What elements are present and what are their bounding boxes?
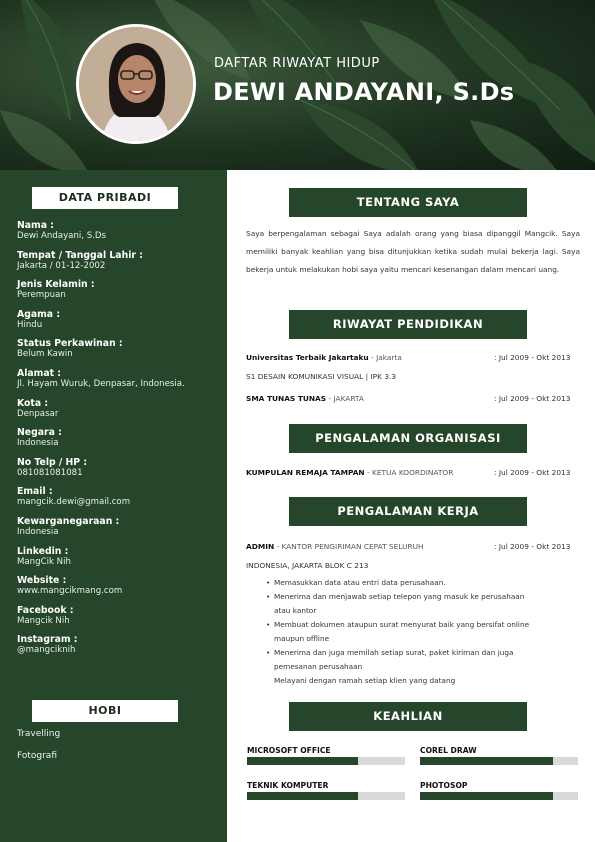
skill-name: COREL DRAW bbox=[420, 746, 477, 755]
person-name: DEWI ANDAYANI, S.Ds bbox=[213, 78, 515, 106]
personal-item bbox=[17, 398, 222, 428]
personal-value: Belum Kawin bbox=[17, 349, 73, 360]
duty-item-continued: maupun offline bbox=[274, 634, 330, 643]
work-location: INDONESIA, JAKARTA BLOK C 213 bbox=[246, 561, 369, 570]
education-detail: S1 DESAIN KOMUNIKASI VISUAL | IPK 3.3 bbox=[246, 372, 397, 381]
duty-item-continued: atau kantor bbox=[274, 606, 317, 615]
education-entry bbox=[246, 353, 580, 362]
personal-item bbox=[17, 546, 222, 576]
personal-item bbox=[17, 575, 222, 605]
education-date: : Jul 2009 - Okt 2013 bbox=[494, 353, 571, 362]
personal-label: Tempat / Tanggal Lahir : bbox=[17, 249, 143, 261]
personal-label: Jenis Kelamin : bbox=[17, 279, 95, 291]
personal-value: Perempuan bbox=[17, 290, 66, 301]
duty-item-continued: Melayani dengan ramah setiap klien yang datang bbox=[274, 676, 456, 685]
work-entry bbox=[246, 542, 580, 551]
personal-item bbox=[17, 279, 222, 309]
skill-bar bbox=[247, 792, 405, 800]
school-place: - Jakarta bbox=[368, 353, 402, 362]
personal-label: Instagram : bbox=[17, 634, 78, 646]
personal-label: Email : bbox=[17, 486, 53, 498]
education-date: : Jul 2009 - Okt 2013 bbox=[494, 394, 571, 403]
hobby-list bbox=[17, 729, 60, 773]
personal-item bbox=[17, 605, 222, 635]
personal-value: Hindu bbox=[17, 319, 43, 330]
personal-label: No Telp / HP : bbox=[17, 456, 88, 468]
personal-value: 081081081081 bbox=[17, 467, 83, 478]
work-heading: PENGALAMAN KERJA bbox=[289, 497, 527, 526]
skills-heading: KEAHLIAN bbox=[289, 702, 527, 731]
school-place: - JAKARTA bbox=[326, 394, 364, 403]
personal-item bbox=[17, 309, 222, 339]
organization-heading: PENGALAMAN ORGANISASI bbox=[289, 424, 527, 453]
duty-item: • Menerima dan juga memilah setiap surat, paket kiriman dan juga bbox=[266, 646, 566, 660]
personal-value: www.mangcikmang.com bbox=[17, 586, 123, 597]
personal-label: Kota : bbox=[17, 397, 49, 409]
duty-item: • Membuat dokumen ataupun surat menyurat baik yang bersifat online bbox=[266, 618, 566, 632]
work-duties bbox=[266, 576, 566, 688]
duty-item: • Menerima dan menjawab setiap telepon yang masuk ke perusahaan bbox=[266, 590, 566, 604]
skill-name: MICROSOFT OFFICE bbox=[247, 746, 331, 755]
personal-value: Denpasar bbox=[17, 408, 59, 419]
about-heading: TENTANG SAYA bbox=[289, 188, 527, 217]
personal-item bbox=[17, 338, 222, 368]
skill-bar-fill bbox=[420, 792, 553, 800]
organization-name: KUMPULAN REMAJA TAMPAN bbox=[246, 468, 365, 477]
personal-value: Jakarta / 01-12-2002 bbox=[17, 260, 106, 271]
work-position: ADMIN bbox=[246, 542, 275, 551]
organization-date: : Jul 2009 - Okt 2013 bbox=[494, 468, 571, 477]
personal-value: MangCik Nih bbox=[17, 556, 71, 567]
personal-data-heading: DATA PRIBADI bbox=[32, 187, 178, 209]
sidebar bbox=[0, 170, 227, 842]
school-name: Universitas Terbaik Jakartaku bbox=[246, 353, 369, 362]
school-name: SMA TUNAS TUNAS bbox=[246, 394, 327, 403]
personal-label: Kewarganegaraan : bbox=[17, 515, 120, 527]
education-entry bbox=[246, 394, 580, 403]
hobby-heading: HOBI bbox=[32, 700, 178, 722]
personal-value: Indonesia bbox=[17, 438, 59, 449]
organization-role: - KETUA KOORDINATOR bbox=[364, 468, 454, 477]
organization-entry bbox=[246, 468, 580, 477]
personal-label: Agama : bbox=[17, 308, 61, 320]
skill-bar-fill bbox=[420, 757, 553, 765]
skill-item bbox=[247, 746, 405, 765]
hobby-item: Travelling bbox=[17, 729, 61, 739]
skill-bar-fill bbox=[247, 792, 358, 800]
personal-label: Nama : bbox=[17, 220, 54, 231]
personal-item bbox=[17, 250, 222, 280]
education-heading: RIWAYAT PENDIDIKAN bbox=[289, 310, 527, 339]
skill-name: TEKNIK KOMPUTER bbox=[247, 781, 329, 790]
personal-label: Facebook : bbox=[17, 604, 74, 616]
personal-item bbox=[17, 457, 222, 487]
skill-bar-fill bbox=[247, 757, 358, 765]
main-content bbox=[227, 170, 595, 842]
personal-data-list bbox=[17, 220, 222, 664]
personal-item bbox=[17, 427, 222, 457]
hobby-item: Fotografi bbox=[17, 751, 57, 761]
about-text: Saya berpengalaman sebagai Saya adalah orang yang biasa dipanggil Mangcik. Saya memiliki banyak keahlian yang bisa ditunjukkan ketika sudah mulai bekerja lagi. Saya bekerja untuk melakukan hobi saya yaitu mencari kesenangan dalam mencari uang. bbox=[246, 229, 580, 274]
personal-label: Alamat : bbox=[17, 367, 62, 379]
skill-item bbox=[247, 781, 405, 800]
personal-item bbox=[17, 516, 222, 546]
personal-label: Status Perkawinan : bbox=[17, 338, 123, 350]
personal-label: Negara : bbox=[17, 427, 62, 439]
profile-photo-frame bbox=[76, 24, 196, 144]
work-company: - KANTOR PENGIRIMAN CEPAT SELURUH bbox=[274, 542, 424, 551]
personal-value: Jl. Hayam Wuruk, Denpasar, Indonesia. bbox=[17, 378, 185, 389]
profile-photo bbox=[79, 27, 193, 141]
personal-value: Dewi Andayani, S.Ds bbox=[17, 231, 107, 241]
personal-label: Linkedin : bbox=[17, 545, 69, 557]
skill-bar bbox=[247, 757, 405, 765]
document-title: DAFTAR RIWAYAT HIDUP bbox=[214, 56, 380, 71]
personal-value: Mangcik Nih bbox=[17, 615, 70, 626]
skill-item bbox=[420, 746, 578, 765]
work-date: : Jul 2009 - Okt 2013 bbox=[494, 542, 571, 551]
header-banner bbox=[0, 0, 595, 170]
skill-name: PHOTOSOP bbox=[420, 781, 468, 790]
skill-bar bbox=[420, 757, 578, 765]
duty-item: • Memasukkan data atau entri data perusahaan. bbox=[266, 576, 566, 590]
personal-item bbox=[17, 368, 222, 398]
personal-value: @mangciknih bbox=[17, 645, 76, 656]
personal-label: Website : bbox=[17, 575, 67, 587]
personal-item bbox=[17, 634, 222, 664]
skill-item bbox=[420, 781, 578, 800]
personal-value: mangcik.dewi@gmail.com bbox=[17, 497, 131, 508]
personal-item bbox=[17, 486, 222, 516]
personal-item bbox=[17, 220, 222, 250]
personal-value: Indonesia bbox=[17, 526, 59, 537]
skill-bar bbox=[420, 792, 578, 800]
duty-item-continued: pemesanan perusahaan bbox=[274, 662, 363, 671]
